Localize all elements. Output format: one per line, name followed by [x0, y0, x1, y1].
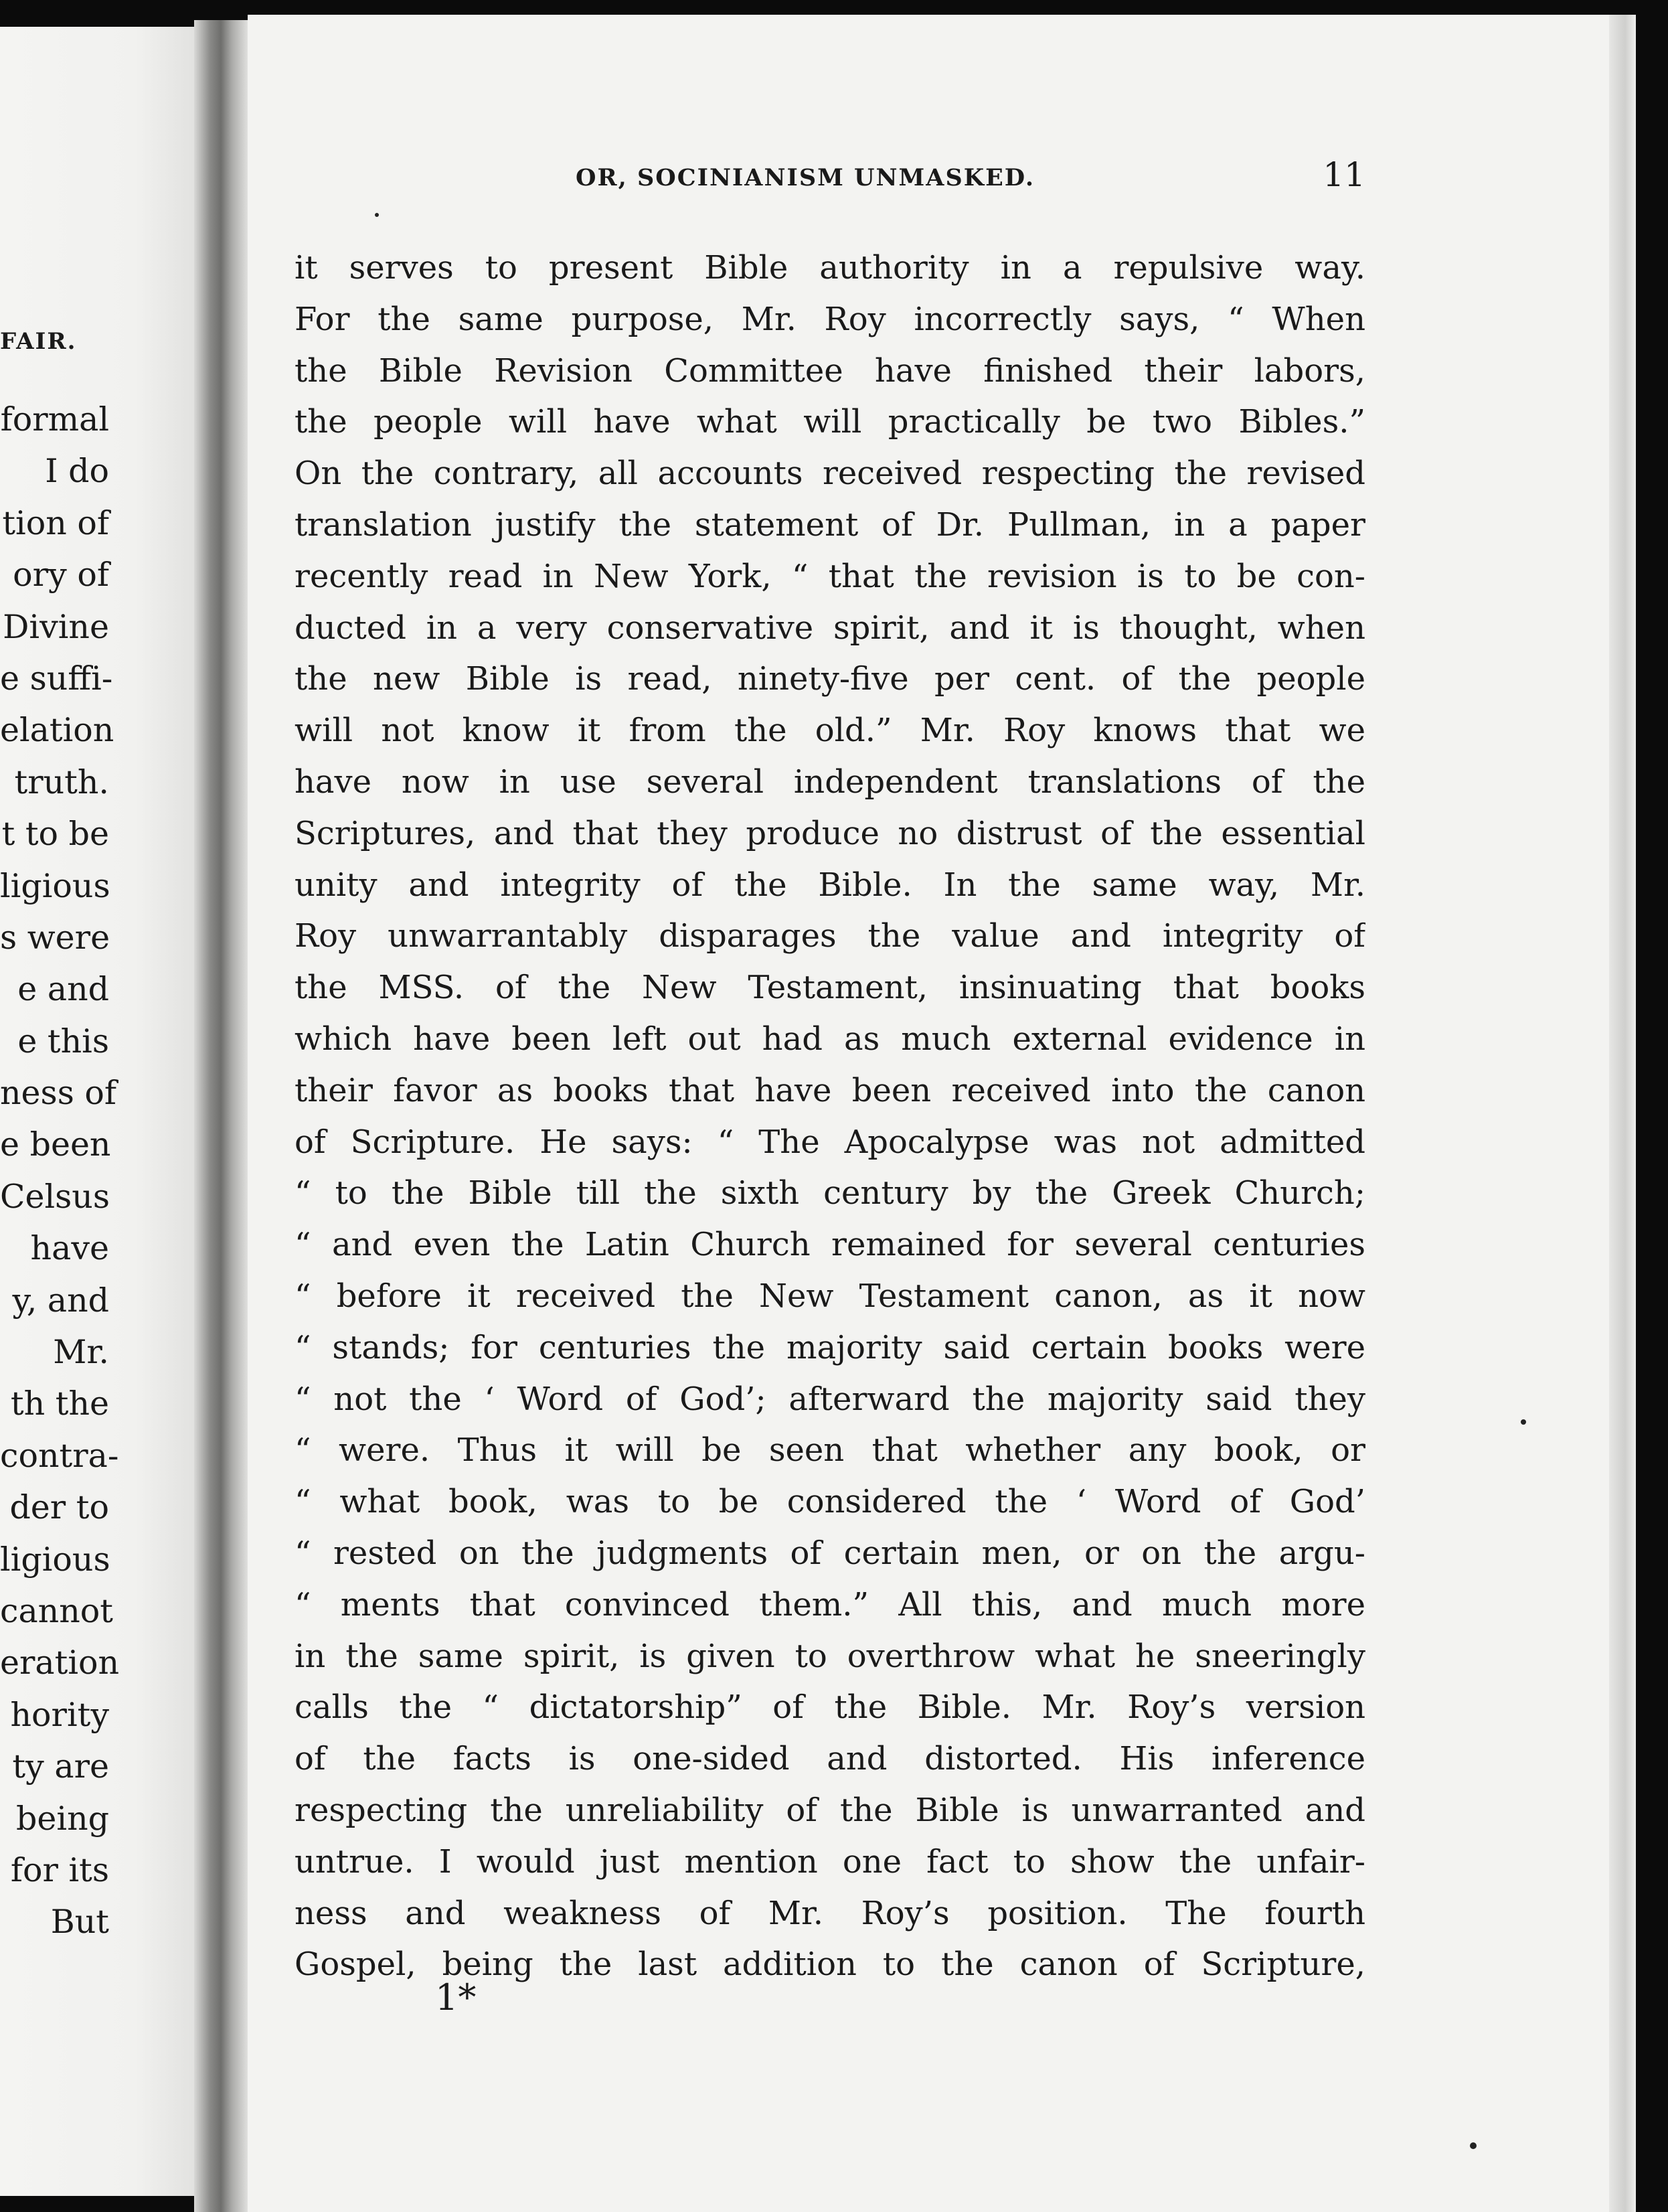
- text-line: eration: [0, 1644, 120, 1682]
- text-line: formal: [0, 400, 109, 439]
- book-gutter: [194, 20, 248, 2212]
- text-line: contra-: [0, 1436, 119, 1475]
- text-line: have: [30, 1229, 109, 1268]
- text-line: ness of: [0, 1074, 117, 1113]
- text-line: in the same spirit, is given to overthrow what he sneeringly: [295, 1637, 1365, 1675]
- text-line: the MSS. of the New Testament, insinuating that books: [295, 969, 1365, 1007]
- text-line: ligious: [0, 1540, 110, 1579]
- text-line: truth.: [14, 763, 109, 801]
- ink-speck: [375, 213, 379, 217]
- text-line: “ not the ‘ Word of God’; afterward the majority said they: [295, 1380, 1365, 1418]
- text-line: respecting the unreliability of the Bible is unwarranted and: [295, 1791, 1365, 1829]
- left-facing-page: [0, 27, 194, 2196]
- text-line: elation: [0, 711, 114, 750]
- text-line: Gospel, being the last addition to the canon of Scripture,: [295, 1946, 1365, 1984]
- page-number: 11: [1323, 155, 1365, 194]
- text-line: it serves to present Bible authority in a repulsive way.: [295, 249, 1365, 287]
- text-line: “ stands; for centuries the majority said certain books were: [295, 1328, 1365, 1366]
- text-line: the people will have what will practically be two Bibles.”: [295, 403, 1365, 441]
- text-line: ty are: [12, 1747, 109, 1786]
- text-line: unity and integrity of the Bible. In the same way, Mr.: [295, 866, 1365, 904]
- text-line: hority: [10, 1695, 109, 1734]
- text-line: t to be: [1, 815, 109, 854]
- text-line: For the same purpose, Mr. Roy incorrectly says, “ When: [295, 300, 1365, 338]
- signature-mark: 1*: [435, 1976, 477, 2019]
- text-line: being: [16, 1799, 109, 1838]
- text-line: th the: [10, 1385, 109, 1423]
- text-line: “ were. Thus it will be seen that whether any book, or: [295, 1431, 1365, 1470]
- text-line: Celsus: [0, 1177, 110, 1216]
- text-line: cannot: [0, 1591, 113, 1630]
- text-line: calls the “ dictatorship” of the Bible. Mr. Roy’s version: [295, 1688, 1365, 1727]
- text-line: recently read in New York, “ that the revision is to be con-: [295, 557, 1365, 595]
- text-line: ory of: [13, 556, 109, 595]
- ink-speck: [1470, 2142, 1477, 2149]
- text-line: ducted in a very conservative spirit, and it is thought, when: [295, 609, 1365, 647]
- text-line: have now in use several independent translations of the: [295, 763, 1365, 801]
- text-line: “ before it received the New Testament canon, as it now: [295, 1277, 1365, 1315]
- text-line: will not know it from the old.” Mr. Roy knows that we: [295, 712, 1365, 750]
- text-line: Scriptures, and that they produce no distrust of the essential: [295, 814, 1365, 852]
- body-text: [295, 242, 1365, 1990]
- text-line: “ rested on the judgments of certain men, or on the argu-: [295, 1534, 1365, 1572]
- text-line: But: [50, 1903, 109, 1942]
- text-line: e this: [17, 1022, 109, 1060]
- text-line: of the facts is one-sided and distorted. His inference: [295, 1740, 1365, 1778]
- text-line: Divine: [3, 607, 109, 646]
- left-page-text: [0, 394, 120, 1948]
- text-line: Mr.: [53, 1333, 109, 1372]
- text-line: “ ments that convinced them.” All this, and much more: [295, 1585, 1365, 1624]
- text-line: ness and weakness of Mr. Roy’s position. The fourth: [295, 1894, 1365, 1932]
- page-edge: [1609, 15, 1636, 2212]
- text-line: “ and even the Latin Church remained for several centuries: [295, 1226, 1365, 1264]
- text-line: e been: [0, 1125, 111, 1164]
- text-line: I do: [45, 452, 109, 491]
- text-line: e and: [17, 970, 109, 1009]
- text-line: “ to the Bible till the sixth century by the Greek Church;: [295, 1174, 1365, 1212]
- left-running-head: FAIR.: [0, 328, 77, 355]
- text-line: the Bible Revision Committee have finished their labors,: [295, 351, 1365, 390]
- text-line: s were: [0, 918, 110, 957]
- text-line: their favor as books that have been received into the canon: [295, 1071, 1365, 1109]
- text-line: untrue. I would just mention one fact to show the unfair-: [295, 1842, 1365, 1881]
- running-head: OR, SOCINIANISM UNMASKED.: [576, 164, 1035, 191]
- text-line: tion of: [2, 503, 109, 542]
- text-line: e suffi-: [0, 659, 113, 698]
- text-line: ligious: [0, 866, 110, 905]
- text-line: “ what book, was to be considered the ‘ Word of God’: [295, 1483, 1365, 1521]
- text-line: translation justify the statement of Dr. Pullman, in a paper: [295, 505, 1365, 544]
- ink-speck: [1521, 1419, 1526, 1425]
- text-line: of Scripture. He says: “ The Apocalypse was not admitted: [295, 1123, 1365, 1161]
- text-line: the new Bible is read, ninety-five per cent. of the people: [295, 660, 1365, 698]
- text-line: which have been left out had as much external evidence in: [295, 1020, 1365, 1058]
- text-line: On the contrary, all accounts received respecting the revised: [295, 455, 1365, 493]
- text-line: der to: [9, 1488, 109, 1527]
- text-line: y, and: [12, 1281, 109, 1320]
- text-line: Roy unwarrantably disparages the value and integrity of: [295, 917, 1365, 955]
- text-line: for its: [10, 1850, 109, 1889]
